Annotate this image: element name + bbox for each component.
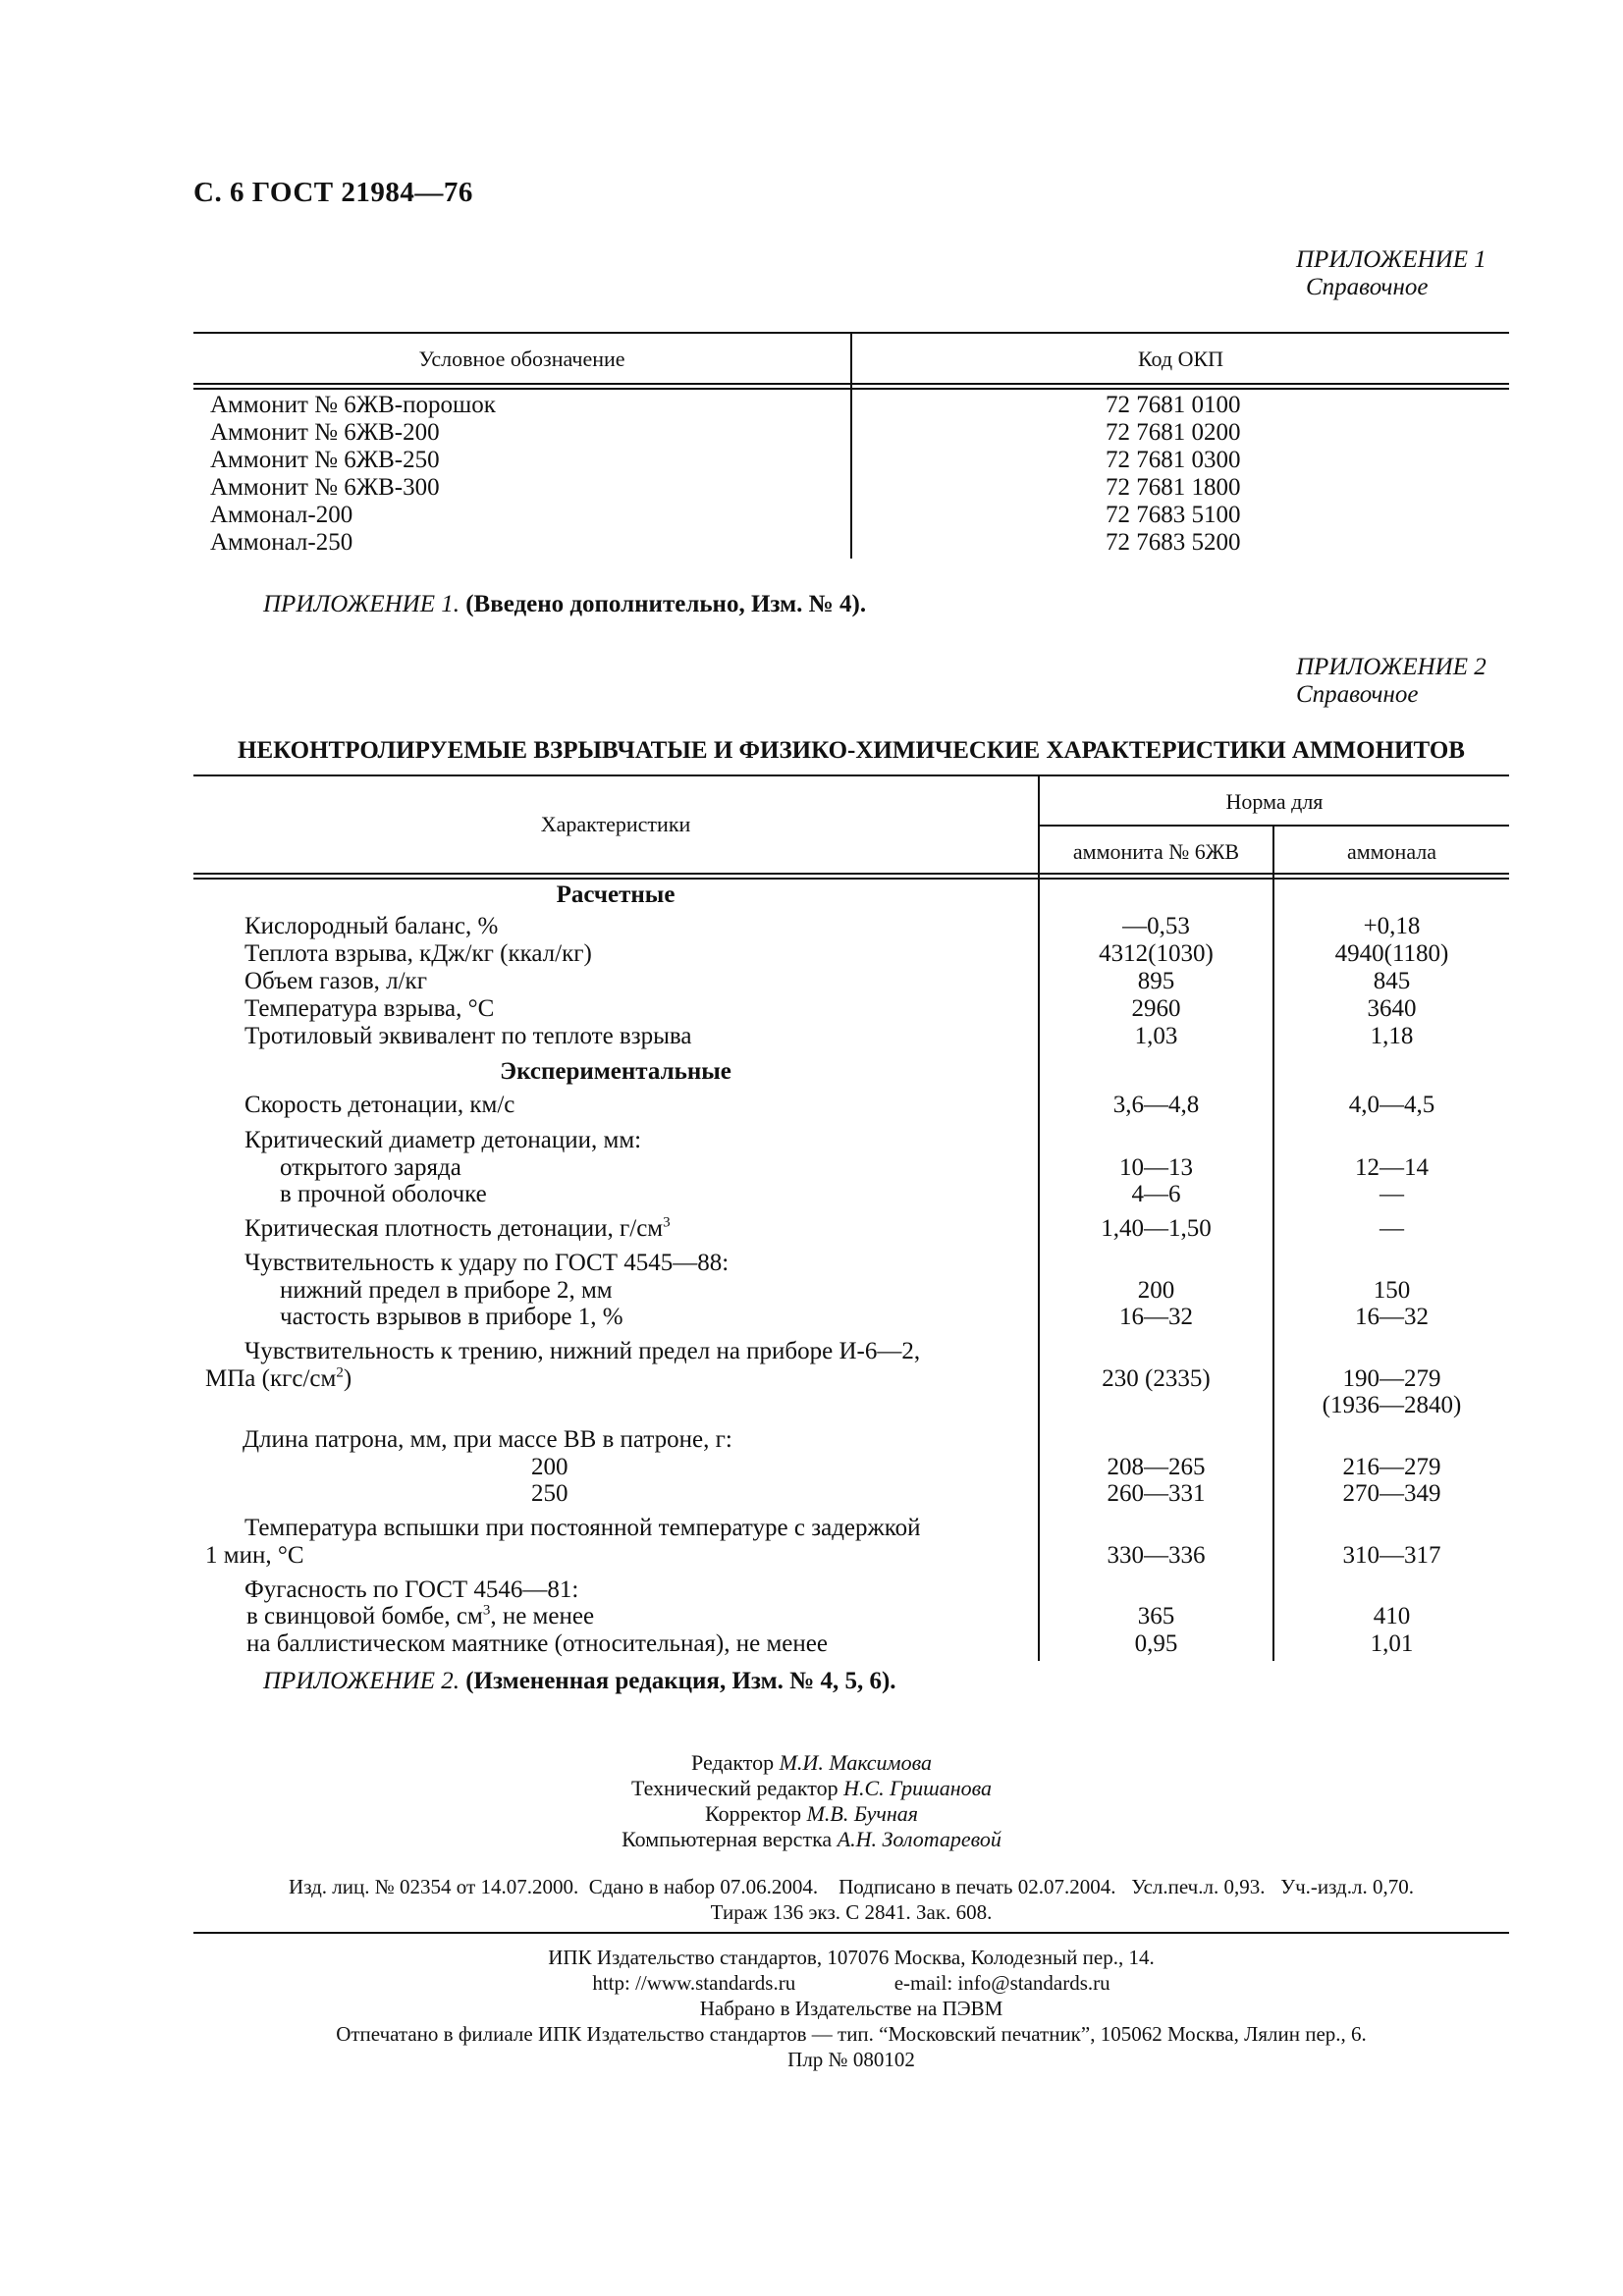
superscript: 3 bbox=[663, 1214, 671, 1231]
row-value-ammonal: 845 bbox=[1373, 968, 1411, 994]
credits-corrector bbox=[0, 1801, 1623, 1827]
row-value-ammonite: 365 bbox=[1137, 1603, 1175, 1629]
row-value-ammonal: 310—317 bbox=[1342, 1542, 1441, 1569]
row-label: Тротиловый эквивалент по теплоте взрыва bbox=[244, 1023, 692, 1049]
row-value-ammonite: 4312(1030) bbox=[1099, 940, 1214, 967]
row-label: Температура взрыва, °С bbox=[244, 995, 495, 1022]
table-header-rule bbox=[193, 873, 1509, 875]
credit-name: А.Н. Золотаревой bbox=[837, 1827, 1001, 1851]
superscript: 3 bbox=[482, 1602, 491, 1619]
row-label: Фугасность по ГОСТ 4546—81: bbox=[244, 1576, 579, 1603]
table-row-code: 72 7683 5100 bbox=[1106, 502, 1241, 528]
row-value-ammonal: 150 bbox=[1373, 1277, 1411, 1304]
credits-editor bbox=[0, 1750, 1623, 1776]
appendix1-note bbox=[263, 591, 866, 618]
row-label: Объем газов, л/кг bbox=[244, 968, 427, 994]
row-value-ammonal: — bbox=[1380, 1181, 1404, 1207]
row-value-ammonal: 16—32 bbox=[1355, 1304, 1429, 1330]
row-value-ammonite: 3,6—4,8 bbox=[1112, 1092, 1200, 1118]
imprint-line-2: Тираж 136 экз. С 2841. Зак. 608. bbox=[710, 1900, 993, 1924]
appendix2-note bbox=[263, 1668, 896, 1695]
row-value-ammonite: 1,03 bbox=[1134, 1023, 1178, 1049]
row-value-ammonite: 16—32 bbox=[1119, 1304, 1193, 1330]
appendix2-note-italic: ПРИЛОЖЕНИЕ 2. bbox=[263, 1668, 460, 1694]
row-label-text: , не менее bbox=[490, 1603, 595, 1629]
row-label: нижний предел в приборе 2, мм bbox=[280, 1277, 613, 1304]
table-row-name: Аммонит № 6ЖВ-порошок bbox=[210, 392, 496, 418]
credit-name: М.И. Максимова bbox=[779, 1750, 932, 1775]
row-label: Чувствительность к удару по ГОСТ 4545—88: bbox=[244, 1250, 730, 1276]
table-header-rule-2 bbox=[193, 388, 1509, 390]
table-row-name: Аммонит № 6ЖВ-300 bbox=[210, 474, 440, 501]
appendix1-label: ПРИЛОЖЕНИЕ 1 bbox=[1296, 246, 1487, 273]
row-value-ammonal: 410 bbox=[1373, 1603, 1411, 1629]
row-value-ammonal: 216—279 bbox=[1342, 1454, 1441, 1480]
row-label-text: МПа (кгс/см bbox=[205, 1365, 337, 1392]
column-header-norm: Норма для bbox=[1225, 789, 1324, 814]
row-value-ammonal: 4940(1180) bbox=[1334, 940, 1449, 967]
row-value-ammonal: 190—279 bbox=[1342, 1365, 1441, 1392]
row-label bbox=[246, 1603, 594, 1630]
publisher-line-3: Набрано в Издательстве на ПЭВМ bbox=[699, 1997, 1003, 2020]
credit-role: Компьютерная верстка bbox=[622, 1827, 833, 1851]
table-row-code: 72 7681 0300 bbox=[1106, 447, 1241, 473]
row-label: Теплота взрыва, кДж/кг (ккал/кг) bbox=[244, 940, 592, 967]
row-value-ammonal: 1,01 bbox=[1370, 1630, 1414, 1657]
table-top-rule bbox=[193, 774, 1509, 776]
row-label-text: Критическая плотность детонации, г/см bbox=[244, 1215, 664, 1242]
page-header: С. 6 ГОСТ 21984—76 bbox=[193, 177, 473, 208]
appendix1-type: Справочное bbox=[1306, 274, 1429, 300]
row-label: на баллистическом маятнике (относительная), не менее bbox=[246, 1630, 828, 1657]
appendix2-label: ПРИЛОЖЕНИЕ 2 bbox=[1296, 654, 1487, 680]
row-label-continued: 1 мин, °С bbox=[205, 1542, 304, 1569]
row-value-ammonal: 270—349 bbox=[1342, 1480, 1441, 1507]
row-label-text: в свинцовой бомбе, см bbox=[246, 1603, 483, 1629]
footer-rule bbox=[193, 1932, 1509, 1934]
column-header-okp-code: Код ОКП bbox=[1137, 347, 1224, 371]
row-value-ammonite: 230 (2335) bbox=[1102, 1365, 1211, 1392]
credit-role: Технический редактор bbox=[630, 1776, 839, 1800]
row-label: открытого заряда bbox=[280, 1154, 461, 1181]
credit-name: М.В. Бучная bbox=[806, 1801, 918, 1826]
credit-role: Редактор bbox=[691, 1750, 775, 1775]
credit-name: Н.С. Гришанова bbox=[843, 1776, 993, 1800]
row-label: в прочной оболочке bbox=[280, 1181, 487, 1207]
row-value-ammonite: 0,95 bbox=[1134, 1630, 1178, 1657]
row-value-ammonal: 12—14 bbox=[1355, 1154, 1429, 1181]
row-label bbox=[244, 1215, 671, 1243]
row-label-continued bbox=[205, 1365, 352, 1393]
table-row-code: 72 7681 0100 bbox=[1106, 392, 1241, 418]
publisher-contacts bbox=[193, 1970, 1509, 1996]
row-label-text: ) bbox=[343, 1365, 352, 1392]
row-label: Скорость детонации, км/с bbox=[244, 1092, 515, 1118]
publisher-line-1: ИПК Издательство стандартов, 107076 Москва, Колодезный пер., 14. bbox=[548, 1946, 1155, 1969]
section-heading-experimental: Экспериментальные bbox=[500, 1058, 731, 1085]
row-value-ammonite: 2960 bbox=[1131, 995, 1181, 1022]
row-value-ammonite: 895 bbox=[1137, 968, 1175, 994]
appendix2-note-bold: (Измененная редакция, Изм. № 4, 5, 6). bbox=[465, 1668, 896, 1694]
row-value-ammonite: 1,40—1,50 bbox=[1101, 1215, 1212, 1242]
credit-role: Корректор bbox=[705, 1801, 802, 1826]
section-heading-calculated: Расчетные bbox=[556, 881, 676, 908]
row-value-ammonal-continued: (1936—2840) bbox=[1322, 1392, 1462, 1418]
table-row-name: Аммонит № 6ЖВ-250 bbox=[210, 447, 440, 473]
row-value-ammonite: 208—265 bbox=[1107, 1454, 1206, 1480]
table-row-name: Аммонал-200 bbox=[210, 502, 353, 528]
superscript: 2 bbox=[336, 1364, 344, 1381]
row-label: Чувствительность к трению, нижний предел на приборе И-6—2, bbox=[244, 1338, 921, 1364]
column-header-ammonal: аммонала bbox=[1346, 839, 1437, 864]
row-value-ammonite: 260—331 bbox=[1107, 1480, 1206, 1507]
row-value-ammonal: 4,0—4,5 bbox=[1348, 1092, 1435, 1118]
column-header-characteristics: Характеристики bbox=[540, 812, 691, 836]
credits-tech-editor bbox=[0, 1776, 1623, 1801]
imprint-line-1: Изд. лиц. № 02354 от 14.07.2000. Сдано в набор 07.06.2004. Подписано в печать 02.07.2004. Усл.печ.л. 0,93. Уч.-изд.л. 0,70. bbox=[289, 1875, 1414, 1898]
row-value-ammonal: +0,18 bbox=[1363, 913, 1421, 939]
row-label: Критический диаметр детонации, мм: bbox=[244, 1127, 642, 1153]
appendix2-title: НЕКОНТРОЛИРУЕМЫЕ ВЗРЫВЧАТЫЕ И ФИЗИКО-ХИМИЧЕСКИЕ ХАРАКТЕРИСТИКИ АММОНИТОВ bbox=[238, 737, 1465, 764]
table-row-name: Аммонал-250 bbox=[210, 529, 353, 556]
publisher-website: http: //www.standards.ru bbox=[592, 1971, 796, 1995]
row-value-ammonal: — bbox=[1380, 1215, 1404, 1242]
row-label: 250 bbox=[531, 1480, 568, 1507]
column-header-ammonite: аммонита № 6ЖВ bbox=[1072, 839, 1240, 864]
row-value-ammonite: —0,53 bbox=[1122, 913, 1190, 939]
table-row-name: Аммонит № 6ЖВ-200 bbox=[210, 419, 440, 446]
row-label: Длина патрона, мм, при массе ВВ в патроне, г: bbox=[243, 1426, 732, 1453]
appendix1-note-bold: (Введено дополнительно, Изм. № 4). bbox=[465, 591, 867, 617]
publisher-line-4: Отпечатано в филиале ИПК Издательство стандартов — тип. “Московский печатник”, 105062 Москва, Лялин пер., 6. bbox=[336, 2022, 1367, 2046]
appendix1-note-italic: ПРИЛОЖЕНИЕ 1. bbox=[263, 591, 460, 617]
row-value-ammonal: 1,18 bbox=[1370, 1023, 1414, 1049]
row-value-ammonite: 4—6 bbox=[1131, 1181, 1181, 1207]
row-value-ammonite: 330—336 bbox=[1107, 1542, 1206, 1569]
row-label: Кислородный баланс, % bbox=[244, 913, 499, 939]
table-row-code: 72 7681 0200 bbox=[1106, 419, 1241, 446]
table-row-code: 72 7681 1800 bbox=[1106, 474, 1241, 501]
row-label: Температура вспышки при постоянной температуре с задержкой bbox=[244, 1515, 921, 1541]
table-row-code: 72 7683 5200 bbox=[1106, 529, 1241, 556]
publisher-line-5: Плр № 080102 bbox=[787, 2048, 915, 2071]
row-label: частость взрывов в приборе 1, % bbox=[280, 1304, 623, 1330]
column-header-designation: Условное обозначение bbox=[418, 347, 625, 371]
table-header-rule-2 bbox=[193, 878, 1509, 880]
row-label: 200 bbox=[531, 1454, 568, 1480]
appendix2-type: Справочное bbox=[1296, 681, 1419, 708]
row-value-ammonite: 200 bbox=[1137, 1277, 1175, 1304]
row-value-ammonite: 10—13 bbox=[1119, 1154, 1193, 1181]
publisher-email: e-mail: info@standards.ru bbox=[893, 1971, 1110, 1995]
table-subheader-rule bbox=[1038, 825, 1509, 827]
row-value-ammonal: 3640 bbox=[1367, 995, 1417, 1022]
table-header-rule bbox=[193, 383, 1509, 385]
credits-layout bbox=[0, 1827, 1623, 1852]
